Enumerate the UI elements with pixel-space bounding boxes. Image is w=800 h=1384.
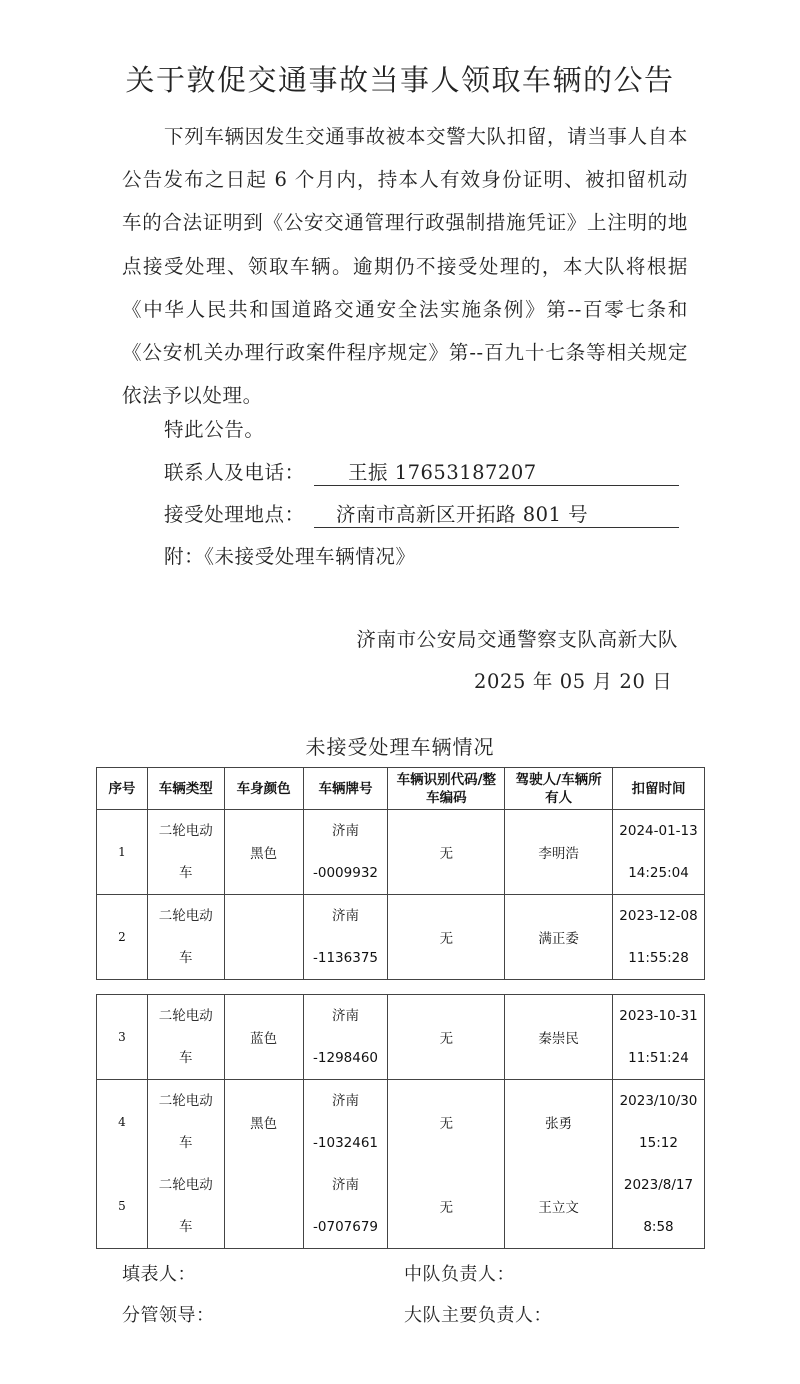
contact-value: 王振 17653187207 xyxy=(348,461,537,484)
row-time: 2024-01-13 14:25:04 xyxy=(613,810,705,895)
issuer: 济南市公安局交通警察支队高新大队 xyxy=(356,628,678,651)
header-no: 序号 xyxy=(97,768,148,810)
table-row xyxy=(97,995,705,1080)
table-row xyxy=(97,810,705,895)
row-owner: 张勇 xyxy=(505,1080,613,1165)
row-plate: 济南 -0707679 xyxy=(303,1164,388,1249)
header-color: 车身颜色 xyxy=(224,768,303,810)
row-plate: 济南 -1136375 xyxy=(303,895,388,980)
row-no: 2 xyxy=(97,895,148,980)
row-time: 2023/10/30 15:12 xyxy=(612,1080,704,1165)
row-no: 4 xyxy=(97,1080,148,1165)
row-color: 蓝色 xyxy=(224,995,303,1080)
row-type: 二轮电动 车 xyxy=(147,810,224,895)
row-type: 二轮电动 车 xyxy=(147,1080,224,1165)
table-row xyxy=(97,895,705,980)
squad-leader-label: 中队负责人： xyxy=(404,1264,515,1285)
row-no: 1 xyxy=(97,810,148,895)
row-plate: 济南 -1032461 xyxy=(303,1080,388,1165)
table-header-row xyxy=(97,768,705,810)
row-owner: 秦崇民 xyxy=(505,995,613,1080)
row-owner: 王立文 xyxy=(505,1164,613,1249)
header-owner: 驾驶人/车辆所有人 xyxy=(505,768,613,810)
header-time: 扣留时间 xyxy=(613,768,705,810)
table-row xyxy=(97,1080,705,1165)
header-plate: 车辆牌号 xyxy=(303,768,388,810)
contact-label: 联系人及电话： xyxy=(164,461,305,484)
location-label: 接受处理地点： xyxy=(164,503,305,526)
attachment-note: 附：《未接受处理车辆情况》 xyxy=(164,545,416,568)
header-type: 车辆类型 xyxy=(147,768,224,810)
row-color xyxy=(224,1164,303,1249)
issue-date: 2025 年 05 月 20 日 xyxy=(474,670,673,693)
row-type: 二轮电动 车 xyxy=(147,1164,224,1249)
row-vin: 无 xyxy=(388,1164,505,1249)
contact-value-line xyxy=(314,457,679,486)
row-color: 黑色 xyxy=(224,810,303,895)
notice-body-text: 下列车辆因发生交通事故被本交警大队扣留，请当事人自本公告发布之日起 6 个月内，持本人有效身份证明、被扣留机动车的合法证明到《公安交通管理行政强制措施凭证》上注明的地点接受处理、领取车辆。逾期仍不接受处理的，本大队将根据《中华人民共和国道路交通安全法实施条例》第--百零七条和《公安机关办理行政案件程序规定》第--百九十七条等相关规定依法予以处理。 xyxy=(122,125,688,408)
vehicle-table-part1 xyxy=(96,767,705,980)
supervisor-label: 分管领导： xyxy=(122,1305,215,1326)
row-time: 2023-10-31 11:51:24 xyxy=(612,995,704,1080)
row-type: 二轮电动 车 xyxy=(147,995,224,1080)
row-no: 5 xyxy=(97,1164,148,1249)
row-owner: 满正委 xyxy=(505,895,613,980)
notice-body xyxy=(122,115,688,417)
row-vin: 无 xyxy=(388,995,505,1080)
row-color: 黑色 xyxy=(224,1080,303,1165)
header-vin: 车辆识别代码/整车编码 xyxy=(388,768,505,810)
row-color xyxy=(224,895,303,980)
row-time: 2023/8/17 8:58 xyxy=(612,1164,704,1249)
row-plate: 济南 -0009932 xyxy=(303,810,388,895)
row-vin: 无 xyxy=(388,1080,505,1165)
location-value: 济南市高新区开拓路 801 号 xyxy=(336,503,589,526)
table-caption: 未接受处理车辆情况 xyxy=(305,735,495,759)
brigade-leader-label: 大队主要负责人： xyxy=(404,1305,552,1326)
row-time: 2023-12-08 11:55:28 xyxy=(613,895,705,980)
filler-label: 填表人： xyxy=(122,1264,196,1285)
notice-closing: 特此公告。 xyxy=(164,418,265,441)
row-plate: 济南 -1298460 xyxy=(303,995,388,1080)
row-vin: 无 xyxy=(388,895,505,980)
row-vin: 无 xyxy=(388,810,505,895)
notice-title: 关于敦促交通事故当事人领取车辆的公告 xyxy=(125,63,675,97)
table-row xyxy=(97,1164,705,1249)
row-no: 3 xyxy=(97,995,148,1080)
row-type: 二轮电动 车 xyxy=(147,895,224,980)
row-owner: 李明浩 xyxy=(505,810,613,895)
location-value-line xyxy=(314,499,679,528)
vehicle-table-part2 xyxy=(96,994,705,1249)
